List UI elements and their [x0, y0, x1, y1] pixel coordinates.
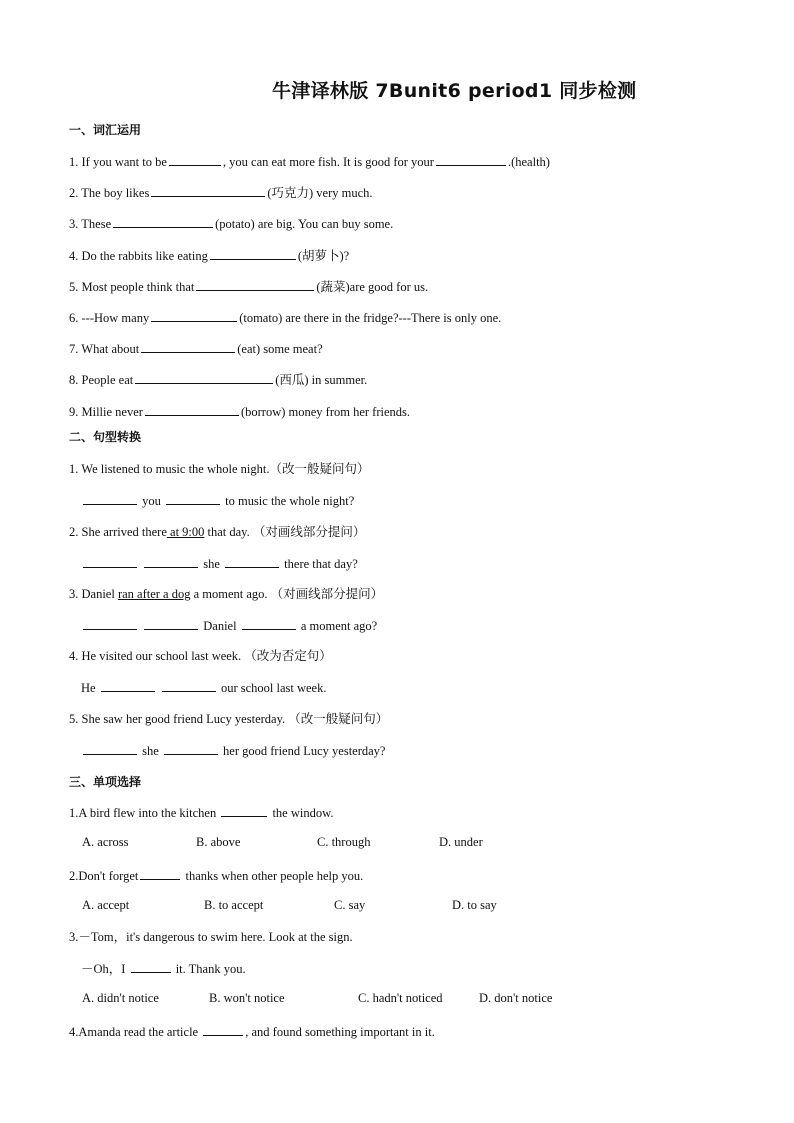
transform-answer-4 — [81, 679, 326, 696]
answer-blank[interactable] — [113, 215, 213, 228]
question-text: 9. Millie never — [69, 405, 143, 419]
choice-2-option-d[interactable]: D. to say — [452, 898, 497, 912]
answer-blank[interactable] — [101, 679, 155, 692]
answer-text: a moment ago? — [300, 619, 378, 633]
question-text: 7. What about — [69, 342, 140, 356]
question-text: 1. If you want to be — [69, 155, 167, 169]
question-text: (eat) some meat? — [237, 342, 323, 356]
answer-blank[interactable] — [131, 960, 171, 973]
question-text: 2. The boy likes — [69, 186, 150, 200]
answer-blank[interactable] — [151, 184, 265, 197]
page-title: 牛津译林版 7Bunit6 period1 同步检测 — [272, 80, 637, 102]
question-text: 1.A bird flew into the kitchen — [69, 806, 217, 820]
question-text: 4. Do the rabbits like eating — [69, 249, 208, 263]
question-text: (potato) are big. You can buy some. — [215, 217, 394, 231]
answer-blank[interactable] — [141, 340, 235, 353]
question-text: (tomato) are there in the fridge?---There is only one. — [239, 311, 502, 325]
answer-blank[interactable] — [144, 555, 198, 568]
question-text: 3. Daniel — [69, 587, 118, 601]
transform-question-1: 1. We listened to music the whole night.（改一般疑问句） — [69, 462, 370, 476]
answer-text: she — [142, 744, 159, 758]
choice-2-option-a[interactable]: A. accept — [82, 898, 130, 912]
answer-blank[interactable] — [135, 371, 273, 384]
choice-question-4 — [69, 1023, 435, 1040]
question-text: 3. These — [69, 217, 112, 231]
transform-question-2 — [69, 524, 365, 540]
transform-answer-2 — [81, 555, 358, 572]
vocab-question-5 — [69, 278, 428, 295]
answer-blank[interactable] — [436, 153, 506, 166]
answer-text: she — [203, 557, 220, 571]
vocab-question-6 — [69, 309, 501, 326]
answer-text: to music the whole night? — [225, 494, 355, 508]
answer-blank[interactable] — [242, 617, 296, 630]
answer-blank[interactable] — [83, 555, 137, 568]
answer-blank[interactable] — [162, 679, 216, 692]
question-text: 2. She arrived there — [69, 525, 167, 539]
answer-blank[interactable] — [151, 309, 237, 322]
answer-blank[interactable] — [145, 403, 239, 416]
question-text: －Oh，I — [81, 962, 126, 976]
transform-question-3 — [69, 586, 383, 602]
answer-blank[interactable] — [83, 742, 137, 755]
question-text: , and found something important in it. — [245, 1025, 435, 1039]
underlined-part: ran after a dog — [117, 587, 191, 601]
choice-1-option-c[interactable]: C. through — [317, 835, 371, 849]
vocab-question-9 — [69, 403, 410, 420]
question-text: , you can eat more fish. It is good for your — [222, 155, 434, 169]
choice-question-3-reply — [81, 960, 246, 977]
transform-answer-5 — [81, 742, 385, 759]
question-text: (巧克力) very much. — [267, 186, 373, 200]
answer-blank[interactable] — [221, 804, 267, 817]
question-text: a moment ago. （对画线部分提问） — [190, 587, 384, 601]
answer-text: you — [142, 494, 161, 508]
question-text: .(health) — [507, 155, 550, 169]
answer-text: He — [81, 681, 96, 695]
vocab-question-3 — [69, 215, 393, 232]
vocab-question-8 — [69, 371, 367, 388]
choice-3-option-d[interactable]: D. don't notice — [479, 991, 553, 1005]
answer-blank[interactable] — [196, 278, 314, 291]
choice-2-option-b[interactable]: B. to accept — [204, 898, 264, 912]
transform-answer-1 — [81, 492, 354, 509]
answer-blank[interactable] — [83, 617, 137, 630]
choice-1-option-d[interactable]: D. under — [439, 835, 483, 849]
answer-text: there that day? — [284, 557, 358, 571]
question-text: 2.Don't forget — [69, 869, 139, 883]
answer-text: her good friend Lucy yesterday? — [223, 744, 386, 758]
choice-3-option-c[interactable]: C. hadn't noticed — [358, 991, 443, 1005]
answer-blank[interactable] — [164, 742, 218, 755]
answer-blank[interactable] — [144, 617, 198, 630]
question-text: (西瓜) in summer. — [275, 373, 368, 387]
question-text: 5. Most people think that — [69, 280, 195, 294]
answer-text: our school last week. — [220, 681, 327, 695]
choice-1-option-a[interactable]: A. across — [82, 835, 129, 849]
answer-blank[interactable] — [166, 492, 220, 505]
question-text: (蔬菜)are good for us. — [316, 280, 429, 294]
transform-question-4: 4. He visited our school last week. （改为否定句） — [69, 649, 332, 663]
question-text: (borrow) money from her friends. — [240, 405, 410, 419]
transform-question-5: 5. She saw her good friend Lucy yesterday. （改一般疑问句） — [69, 712, 389, 726]
vocab-question-2 — [69, 184, 373, 201]
choice-3-option-b[interactable]: B. won't notice — [209, 991, 285, 1005]
question-text: thanks when other people help you. — [185, 869, 364, 883]
answer-blank[interactable] — [225, 555, 279, 568]
question-text: that day. （对画线部分提问） — [204, 525, 366, 539]
choice-2-option-c[interactable]: C. say — [334, 898, 366, 912]
section-heading-vocabulary: 一、词汇运用 — [69, 123, 142, 137]
question-text: it. Thank you. — [175, 962, 246, 976]
question-text: 8. People eat — [69, 373, 134, 387]
vocab-question-1 — [69, 153, 550, 170]
question-text: (胡萝卜)? — [297, 249, 350, 263]
answer-blank[interactable] — [210, 247, 296, 260]
choice-3-option-a[interactable]: A. didn't notice — [82, 991, 159, 1005]
choice-question-2 — [69, 867, 363, 884]
question-text: 4.Amanda read the article — [69, 1025, 199, 1039]
answer-blank[interactable] — [169, 153, 221, 166]
section-heading-choice: 三、单项选择 — [69, 775, 142, 789]
question-text: 6. ---How many — [69, 311, 150, 325]
vocab-question-7 — [69, 340, 323, 357]
choice-question-3: 3.－Tom，it's dangerous to swim here. Look at the sign. — [69, 930, 353, 944]
choice-1-option-b[interactable]: B. above — [196, 835, 241, 849]
transform-answer-3 — [81, 617, 377, 634]
underlined-part: at 9:00 — [166, 525, 205, 539]
answer-blank[interactable] — [140, 867, 180, 880]
section-heading-transform: 二、句型转换 — [69, 430, 142, 444]
choice-question-1 — [69, 804, 333, 821]
question-text: the window. — [272, 806, 334, 820]
answer-blank[interactable] — [83, 492, 137, 505]
answer-blank[interactable] — [203, 1023, 243, 1036]
answer-text: Daniel — [203, 619, 237, 633]
vocab-question-4 — [69, 247, 349, 264]
